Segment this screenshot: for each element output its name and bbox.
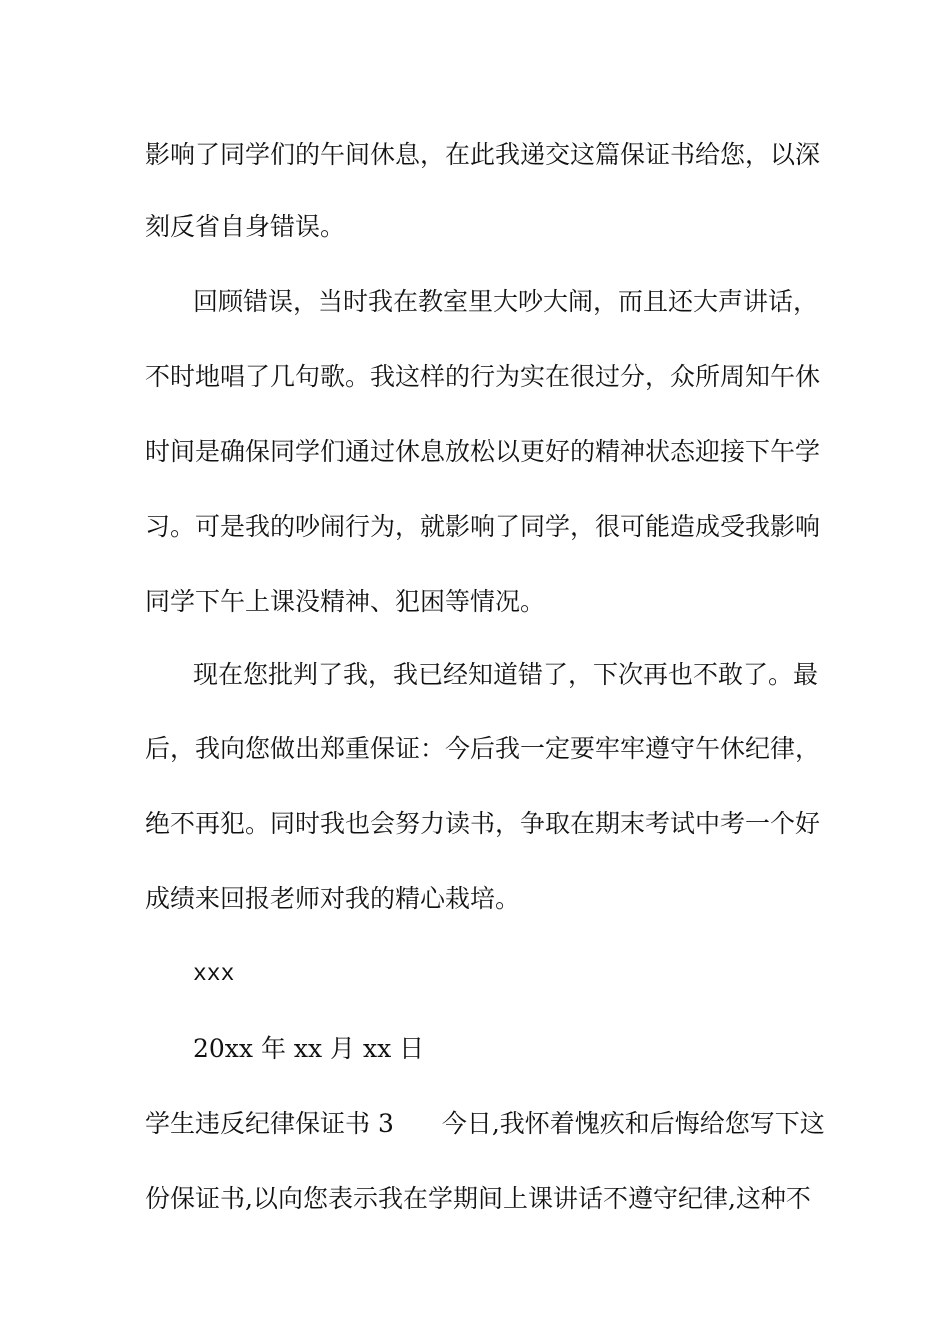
paragraph-2-line-3: 时间是确保同学们通过休息放松以更好的精神状态迎接下午学 (145, 437, 821, 466)
paragraph-2-line-5: 同学下午上课没精神、犯困等情况。 (145, 587, 546, 616)
paragraph-3-line-3: 绝不再犯。同时我也会努力读书，争取在期末考试中考一个好 (145, 809, 821, 838)
paragraph-3-line-4: 成绩来回报老师对我的精心栽培。 (145, 884, 521, 913)
paragraph-2-line-4: 习。可是我的吵闹行为，就影响了同学，很可能造成受我影响 (145, 512, 821, 541)
paragraph-2-line-2: 不时地唱了几句歌。我这样的行为实在很过分，众所周知午休 (145, 362, 821, 391)
next-section-line-2: 份保证书,以向您表示我在学期间上课讲话不遵守纪律,这种不 (145, 1184, 811, 1213)
paragraph-3-line-1: 现在您批判了我，我已经知道错了，下次再也不敢了。最 (193, 660, 819, 689)
paragraph-3-line-2: 后，我向您做出郑重保证：今后我一定要牢牢遵守午休纪律， (145, 734, 821, 763)
next-section-line-1: 今日,我怀着愧疚和后悔给您写下这 (441, 1109, 825, 1138)
paragraph-1-line-2: 刻反省自身错误。 (145, 212, 346, 241)
paragraph-1-line-1: 影响了同学们的午间休息，在此我递交这篇保证书给您，以深 (145, 140, 821, 169)
next-section-first-line (145, 1107, 825, 1141)
date-line: 20xx 年 xx 月 xx 日 (193, 1034, 425, 1063)
paragraph-2-line-1: 回顾错误，当时我在教室里大吵大闹，而且还大声讲话， (193, 287, 819, 316)
next-section-title: 学生违反纪律保证书 3 (145, 1109, 394, 1138)
signature: xxx (193, 961, 235, 987)
